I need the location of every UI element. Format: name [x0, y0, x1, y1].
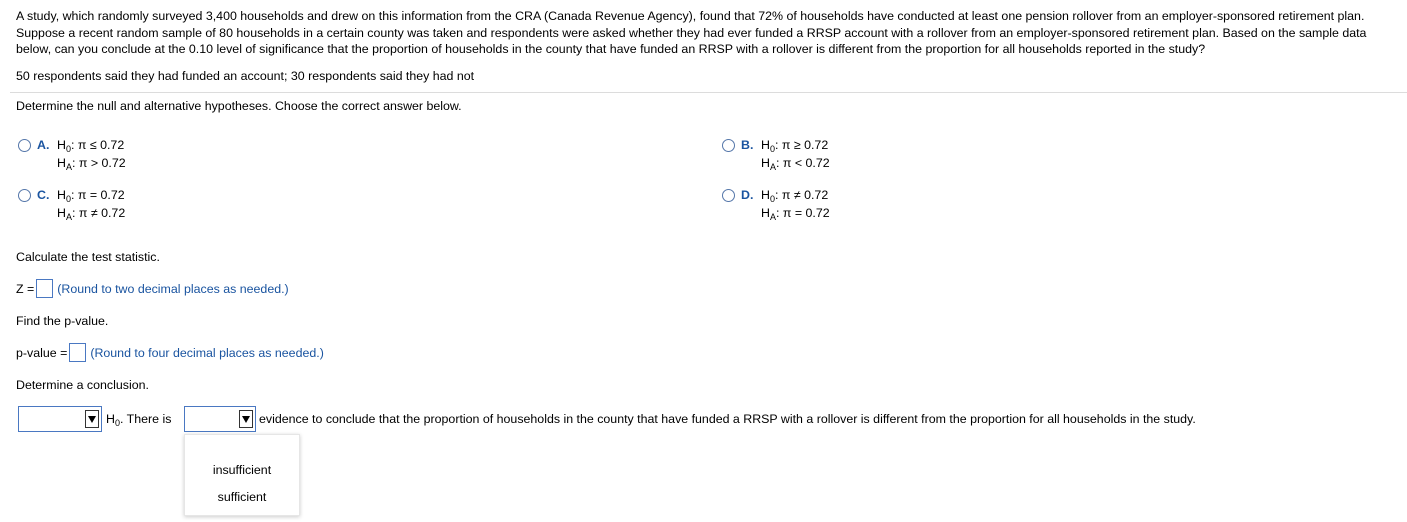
null-hypothesis: $H_0$: π ≤ 0.72	[57, 138, 125, 154]
conclusion-prompt: Determine a conclusion.	[16, 378, 149, 392]
evidence-dropdown-menu	[184, 434, 300, 516]
hypotheses-prompt: Determine the null and alternative hypotheses. Choose the correct answer below.	[16, 99, 462, 113]
test-statistic-prompt: Calculate the test statistic.	[16, 250, 160, 264]
dropdown-arrow-icon[interactable]	[239, 410, 253, 428]
p-value-prompt: Find the p-value.	[16, 314, 109, 328]
alt-hypothesis: $H_A$: π > 0.72	[57, 156, 126, 172]
dropdown-option-sufficient[interactable]: sufficient	[217, 490, 267, 504]
evidence-select[interactable]	[184, 406, 256, 432]
test-statistic-row	[16, 279, 289, 298]
h0-decision-text: $H_0$. There is	[106, 412, 172, 428]
p-value-answer-input[interactable]	[69, 343, 86, 362]
problem-statement: A study, which randomly surveyed 3,400 households and drew on this information from the CRA (Canada Revenue Agency), found that 72% of households have conducted at least one pension rollover from an employer-sponsored retirement plan. Suppose a recent random sample of 80 households in a certain county was taken and respondents were asked whether they had ever funded a RRSP account with a rollover from an employer-sponsored retirement plan. Based on the sample data below, can you conclude at the 0.10 level of significance that the proportion of households in the county that have funded an RRSP with a rollover is different from the proportion for all households reported in the study?	[16, 9, 1367, 56]
divider	[10, 92, 1407, 93]
option-letter: D.	[741, 188, 754, 202]
p-value-rounding-hint: (Round to four decimal places as needed.)	[90, 345, 324, 360]
decision-select[interactable]	[18, 406, 102, 432]
option-letter: B.	[741, 138, 754, 152]
option-d[interactable]	[722, 188, 830, 224]
radio-button-c[interactable]	[18, 189, 31, 202]
z-rounding-hint: (Round to two decimal places as needed.)	[57, 281, 289, 296]
sample-data: 50 respondents said they had funded an account; 30 respondents said they had not	[16, 69, 475, 83]
z-label: Z =	[16, 281, 35, 296]
radio-button-a[interactable]	[18, 139, 31, 152]
radio-button-d[interactable]	[722, 189, 735, 202]
alt-hypothesis: $H_A$: π < 0.72	[761, 156, 830, 172]
null-hypothesis: $H_0$: π ≥ 0.72	[761, 138, 829, 154]
option-letter: A.	[37, 138, 50, 152]
null-hypothesis: $H_0$: π = 0.72	[57, 188, 125, 204]
null-hypothesis: $H_0$: π ≠ 0.72	[761, 188, 829, 204]
option-b[interactable]	[722, 138, 830, 174]
alt-hypothesis: $H_A$: π ≠ 0.72	[57, 206, 126, 222]
alt-hypothesis: $H_A$: π = 0.72	[761, 206, 830, 222]
dropdown-option-insufficient[interactable]: insufficient	[212, 463, 272, 477]
option-c[interactable]	[18, 188, 125, 224]
option-letter: C.	[37, 188, 50, 202]
z-answer-input[interactable]	[36, 279, 53, 298]
p-value-label: p-value =	[16, 345, 68, 360]
conclusion-text: evidence to conclude that the proportion of households in the county that have funded a RRSP with a rollover is different from the proportion for all households in the study.	[259, 412, 1196, 426]
dropdown-arrow-icon[interactable]	[85, 410, 99, 428]
radio-button-b[interactable]	[722, 139, 735, 152]
p-value-row	[16, 343, 324, 362]
option-a[interactable]	[18, 138, 126, 174]
